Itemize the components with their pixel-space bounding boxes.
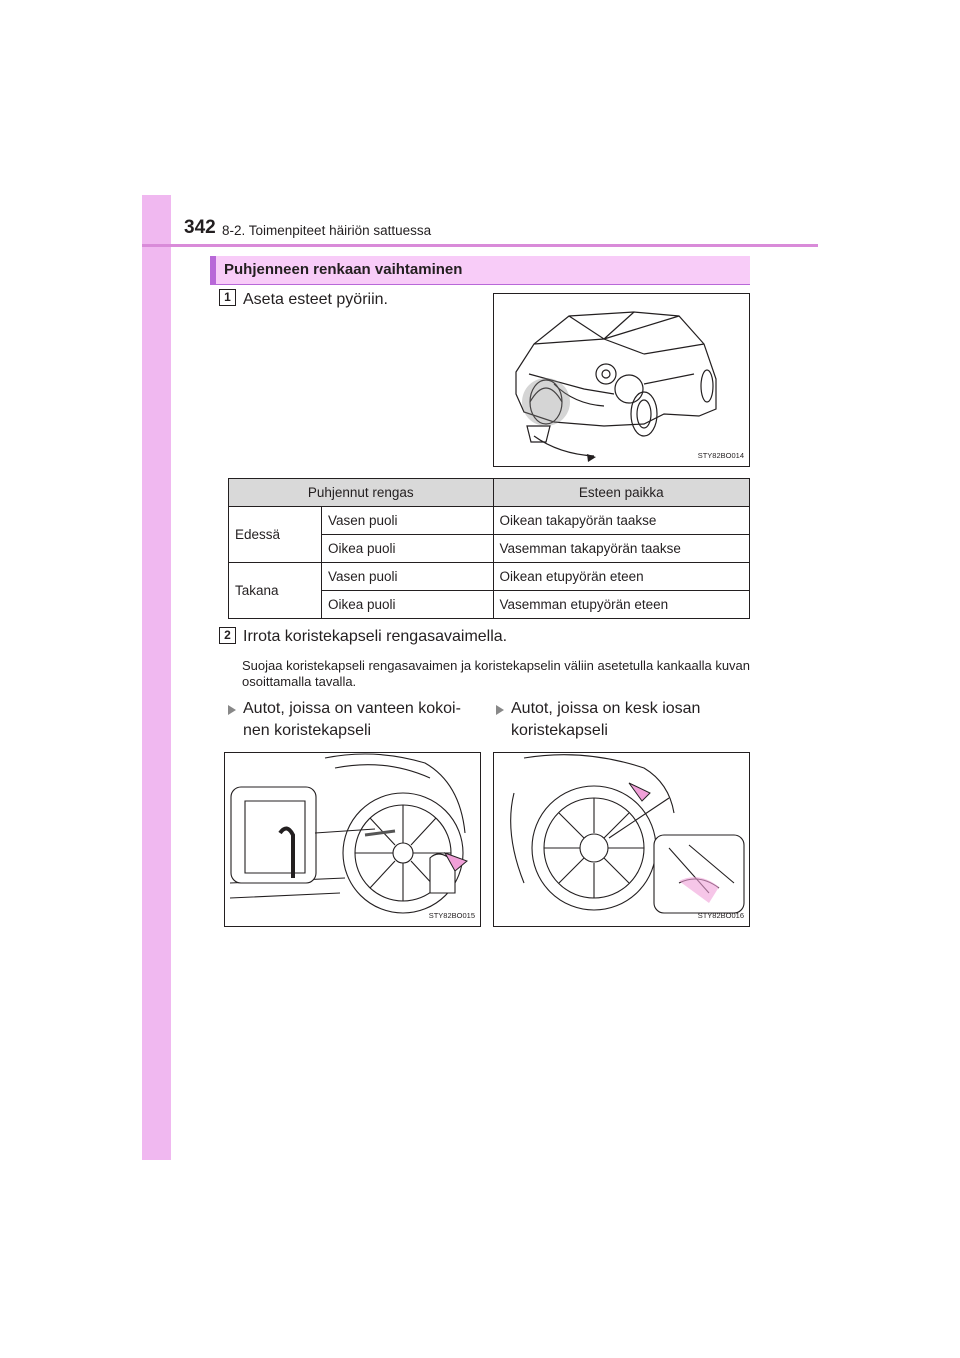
step-2-number: 2	[219, 627, 236, 644]
car-figure-code: STY82BO014	[697, 451, 744, 460]
table-group-label: Edessä	[229, 507, 322, 563]
bullet-right-line1: Autot, joissa on kesk iosan	[511, 700, 701, 717]
bullet-full-cap	[243, 698, 465, 742]
triangle-bullet-icon	[228, 705, 236, 715]
table-cell: Oikea puoli	[322, 535, 494, 563]
table-cell: Oikean takapyörän taakse	[493, 507, 749, 535]
full-cap-figure	[224, 752, 481, 927]
section-title: Puhjenneen renkaan vaihtaminen	[224, 261, 463, 278]
bullet-right-line2: koristekapseli	[511, 722, 608, 739]
table-cell: Vasemman takapyörän taakse	[493, 535, 749, 563]
table-cell: Vasen puoli	[322, 563, 494, 591]
step-1-text: Aseta esteet pyöriin.	[243, 291, 388, 308]
table-row	[229, 507, 750, 535]
table-cell: Oikean etupyörän eteen	[493, 563, 749, 591]
car-illustration	[494, 294, 750, 467]
full-cap-figure-code: STY82BO015	[428, 911, 475, 920]
full-cap-illustration	[225, 753, 481, 927]
table-row	[229, 563, 750, 591]
step-1-number: 1	[219, 289, 236, 306]
step-2-text: Irrota koristekapseli rengasavaimella.	[243, 628, 508, 645]
center-cap-illustration	[494, 753, 750, 927]
table-header-tire: Puhjennut rengas	[229, 479, 494, 507]
step-2-note: Suojaa koristekapseli rengasavaimen ja koristekapselin väliin asetetulla kankaalla kuvan osoittamalla tavalla.	[242, 658, 751, 689]
header-rule	[142, 244, 818, 247]
section-bar-line	[210, 284, 750, 285]
bullet-left-line1: Autot, joissa on vanteen kokoi-	[243, 700, 461, 717]
table-cell: Oikea puoli	[322, 591, 494, 619]
table-cell: Vasen puoli	[322, 507, 494, 535]
bullet-left-line2: nen koristekapseli	[243, 722, 372, 739]
table-header-row	[229, 479, 750, 507]
table-group-label: Takana	[229, 563, 322, 619]
car-figure	[493, 293, 750, 467]
side-tab	[142, 195, 171, 1160]
page-number: 342	[184, 217, 216, 238]
table-header-location: Esteen paikka	[493, 479, 749, 507]
bullet-center-cap	[511, 698, 749, 742]
center-cap-figure	[493, 752, 750, 927]
table-cell: Vasemman etupyörän eteen	[493, 591, 749, 619]
center-cap-figure-code: STY82BO016	[697, 911, 744, 920]
obstacle-table	[228, 478, 750, 619]
chapter-title: 8-2. Toimenpiteet häiriön sattuessa	[222, 223, 432, 238]
triangle-bullet-icon	[496, 705, 504, 715]
